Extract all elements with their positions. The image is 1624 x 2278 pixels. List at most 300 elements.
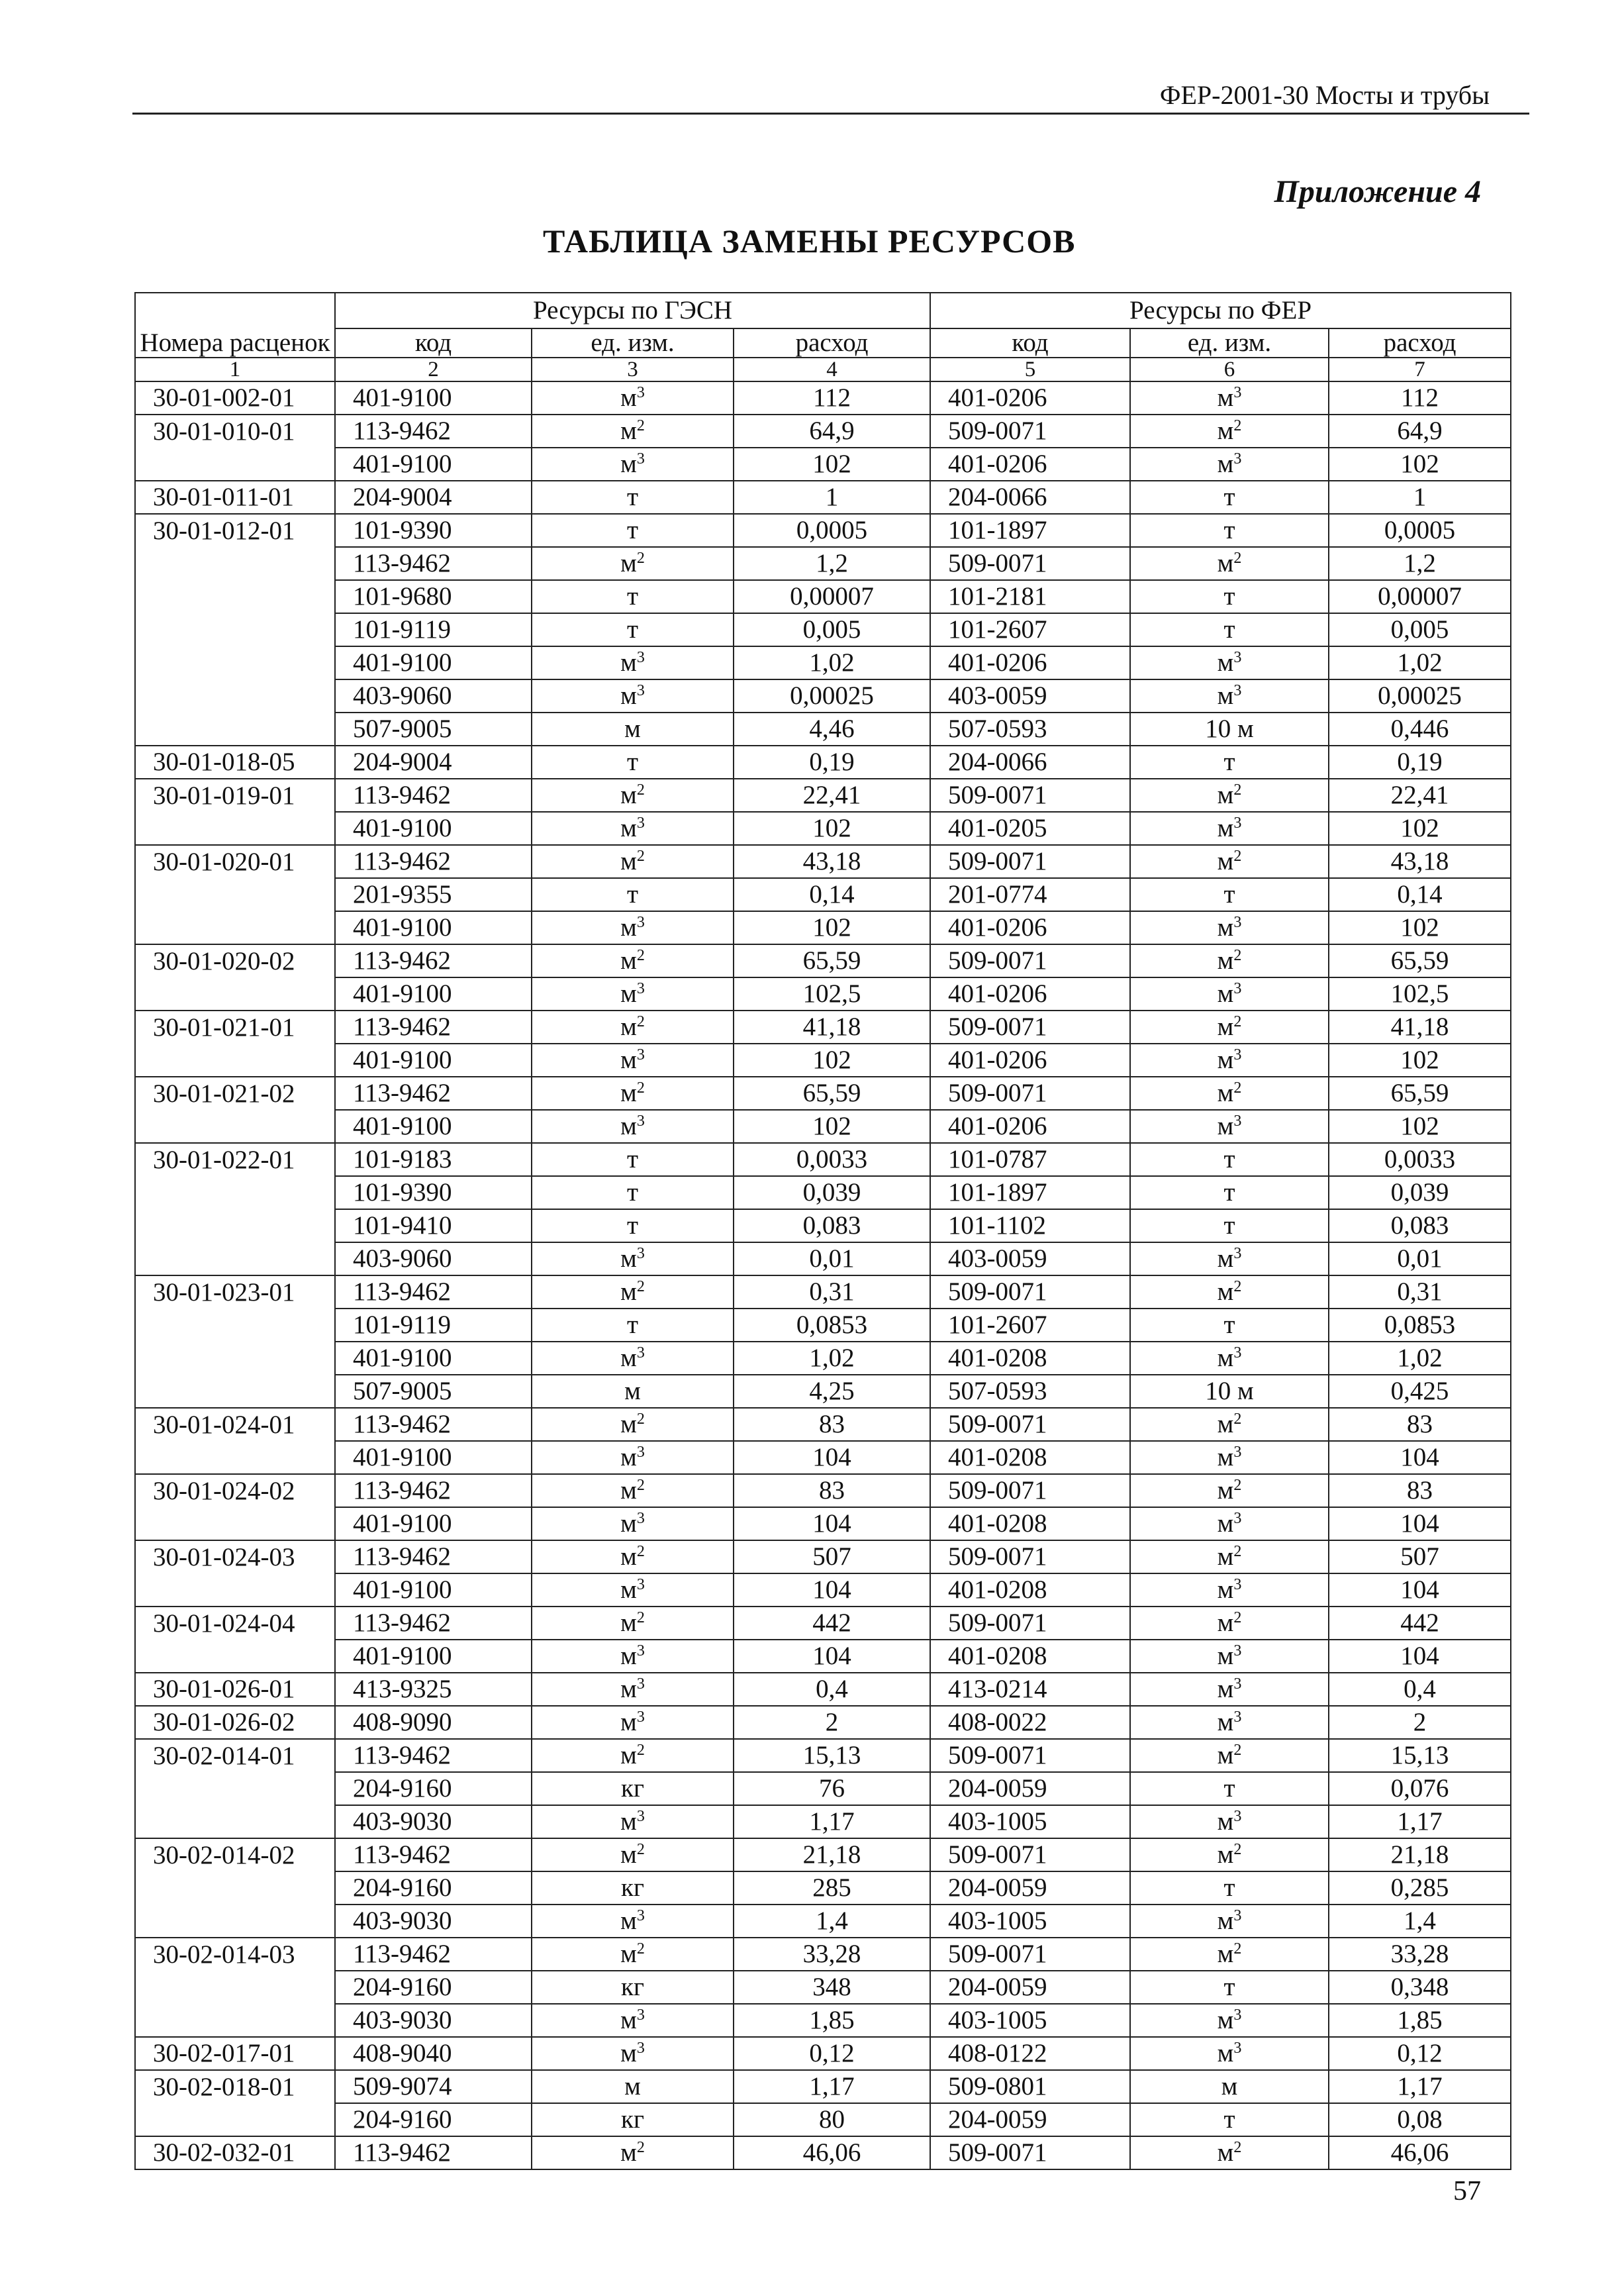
gesn-unit: $м^2$ bbox=[532, 944, 734, 977]
fer-unit: т bbox=[1130, 1772, 1329, 1805]
unit-exponent: 2 bbox=[636, 848, 645, 865]
rate-number bbox=[135, 713, 335, 746]
gesn-code: 113-9462 bbox=[335, 1077, 532, 1110]
gesn-qty: 1,02 bbox=[734, 646, 930, 679]
fer-code: 204-0066 bbox=[930, 746, 1130, 779]
gesn-code: 403-9030 bbox=[335, 2004, 532, 2037]
gesn-qty: 1 bbox=[734, 481, 930, 514]
gesn-qty: 21,18 bbox=[734, 1838, 930, 1871]
rate-number: 30-01-024-03 bbox=[135, 1540, 335, 1573]
fer-code: 204-0059 bbox=[930, 1971, 1130, 2004]
fer-unit: $м^3$ bbox=[1130, 1110, 1329, 1143]
table-row bbox=[135, 1871, 1511, 1905]
gesn-code: 401-9100 bbox=[335, 381, 532, 415]
gesn-code: 204-9160 bbox=[335, 1772, 532, 1805]
gesn-code: 401-9100 bbox=[335, 448, 532, 481]
gesn-qty: 0,4 bbox=[734, 1673, 930, 1706]
fer-code: 401-0206 bbox=[930, 646, 1130, 679]
unit-exponent: 3 bbox=[1233, 1444, 1242, 1461]
fer-unit: 10 м bbox=[1130, 1375, 1329, 1408]
fer-qty: 102 bbox=[1329, 1044, 1511, 1077]
gesn-code: 113-9462 bbox=[335, 1838, 532, 1871]
gesn-code: 401-9100 bbox=[335, 646, 532, 679]
fer-code: 509-0801 bbox=[930, 2070, 1130, 2103]
rate-number bbox=[135, 679, 335, 713]
rate-number: 30-02-014-02 bbox=[135, 1838, 335, 1871]
gesn-unit: $м^3$ bbox=[532, 1110, 734, 1143]
rate-number: 30-01-020-01 bbox=[135, 845, 335, 878]
table-row bbox=[135, 580, 1511, 613]
fer-qty: 102 bbox=[1329, 1110, 1511, 1143]
table-row bbox=[135, 977, 1511, 1011]
gesn-code: 113-9462 bbox=[335, 1011, 532, 1044]
unit-exponent: 2 bbox=[1233, 1013, 1242, 1030]
gesn-unit: $м^2$ bbox=[532, 1275, 734, 1309]
gesn-unit: т bbox=[532, 514, 734, 547]
fer-qty: 0,31 bbox=[1329, 1275, 1511, 1309]
unit-exponent: 2 bbox=[636, 1841, 645, 1858]
fer-code: 403-1005 bbox=[930, 2004, 1130, 2037]
fer-qty: 41,18 bbox=[1329, 1011, 1511, 1044]
fer-unit: т bbox=[1130, 514, 1329, 547]
fer-unit: т bbox=[1130, 1176, 1329, 1209]
fer-qty: 15,13 bbox=[1329, 1739, 1511, 1772]
gesn-qty: 104 bbox=[734, 1573, 930, 1607]
gesn-qty: 507 bbox=[734, 1540, 930, 1573]
gesn-code: 113-9462 bbox=[335, 1607, 532, 1640]
gesn-qty: 80 bbox=[734, 2103, 930, 2136]
unit-exponent: 2 bbox=[1233, 417, 1242, 434]
fer-code: 408-0122 bbox=[930, 2037, 1130, 2070]
col-num-6: 6 bbox=[1130, 358, 1329, 381]
fer-qty: 0,005 bbox=[1329, 613, 1511, 646]
rate-number: 30-01-012-01 bbox=[135, 514, 335, 547]
table-row bbox=[135, 1408, 1511, 1441]
fer-qty: 104 bbox=[1329, 1573, 1511, 1607]
rate-number: 30-01-010-01 bbox=[135, 415, 335, 448]
unit-exponent: 2 bbox=[1233, 1477, 1242, 1494]
fer-unit: т bbox=[1130, 878, 1329, 911]
col-num-2: 2 bbox=[335, 358, 532, 381]
table-row bbox=[135, 1275, 1511, 1309]
gesn-code: 113-9462 bbox=[335, 845, 532, 878]
gesn-unit: т bbox=[532, 746, 734, 779]
unit-exponent: 2 bbox=[1233, 1841, 1242, 1858]
unit-exponent: 3 bbox=[1233, 1642, 1242, 1659]
gesn-unit: т bbox=[532, 878, 734, 911]
fer-qty: 0,4 bbox=[1329, 1673, 1511, 1706]
rate-number: 30-01-011-01 bbox=[135, 481, 335, 514]
unit-exponent: 3 bbox=[636, 914, 645, 931]
fer-unit: т bbox=[1130, 746, 1329, 779]
unit-exponent: 3 bbox=[636, 1344, 645, 1362]
table-title: ТАБЛИЦА ЗАМЕНЫ РЕСУРСОВ bbox=[543, 223, 1076, 260]
gesn-unit: $м^3$ bbox=[532, 2004, 734, 2037]
gesn-unit: $м^3$ bbox=[532, 812, 734, 845]
fer-unit: $м^3$ bbox=[1130, 1573, 1329, 1607]
rate-number bbox=[135, 2004, 335, 2037]
rate-number bbox=[135, 1044, 335, 1077]
gesn-unit: $м^3$ bbox=[532, 448, 734, 481]
unit-exponent: 3 bbox=[636, 1444, 645, 1461]
fer-qty: 21,18 bbox=[1329, 1838, 1511, 1871]
unit-exponent: 3 bbox=[636, 1708, 645, 1726]
gesn-qty: 0,01 bbox=[734, 1242, 930, 1275]
unit-exponent: 3 bbox=[636, 1113, 645, 1130]
gesn-code: 408-9040 bbox=[335, 2037, 532, 2070]
gesn-qty: 76 bbox=[734, 1772, 930, 1805]
fer-qty: 0,01 bbox=[1329, 1242, 1511, 1275]
fer-qty: 0,14 bbox=[1329, 878, 1511, 911]
gesn-qty: 43,18 bbox=[734, 845, 930, 878]
gesn-code: 113-9462 bbox=[335, 1474, 532, 1507]
header-row-groups bbox=[135, 293, 1511, 328]
fer-qty: 112 bbox=[1329, 381, 1511, 415]
fer-qty: 0,348 bbox=[1329, 1971, 1511, 2004]
gesn-qty: 0,14 bbox=[734, 878, 930, 911]
gesn-code: 507-9005 bbox=[335, 713, 532, 746]
header-title: ФЕР-2001-30 Мосты и трубы bbox=[1159, 80, 1490, 110]
fer-code: 204-0059 bbox=[930, 1772, 1130, 1805]
gesn-code: 408-9090 bbox=[335, 1706, 532, 1739]
fer-code: 401-0206 bbox=[930, 977, 1130, 1011]
fer-unit: т bbox=[1130, 580, 1329, 613]
rate-number: 30-02-014-03 bbox=[135, 1938, 335, 1971]
fer-code: 509-0071 bbox=[930, 2136, 1130, 2169]
fer-code: 401-0208 bbox=[930, 1342, 1130, 1375]
rate-number bbox=[135, 812, 335, 845]
rate-number: 30-02-017-01 bbox=[135, 2037, 335, 2070]
fer-code: 101-2607 bbox=[930, 613, 1130, 646]
gesn-code: 204-9160 bbox=[335, 2103, 532, 2136]
rate-number: 30-01-026-02 bbox=[135, 1706, 335, 1739]
gesn-code: 101-9410 bbox=[335, 1209, 532, 1242]
gesn-code: 113-9462 bbox=[335, 1739, 532, 1772]
table-row bbox=[135, 746, 1511, 779]
fer-qty: 1,85 bbox=[1329, 2004, 1511, 2037]
table-row bbox=[135, 1209, 1511, 1242]
gesn-unit: м bbox=[532, 1375, 734, 1408]
gesn-code: 101-9390 bbox=[335, 1176, 532, 1209]
gesn-unit: $м^3$ bbox=[532, 1342, 734, 1375]
gesn-qty: 1,4 bbox=[734, 1905, 930, 1938]
page-header bbox=[132, 74, 1529, 115]
unit-exponent: 2 bbox=[1233, 1411, 1242, 1428]
fer-unit: $м^2$ bbox=[1130, 1607, 1329, 1640]
rate-number bbox=[135, 977, 335, 1011]
gesn-unit: $м^2$ bbox=[532, 1938, 734, 1971]
table-row bbox=[135, 646, 1511, 679]
gesn-qty: 46,06 bbox=[734, 2136, 930, 2169]
gesn-qty: 102,5 bbox=[734, 977, 930, 1011]
table-row bbox=[135, 1706, 1511, 1739]
gesn-qty: 285 bbox=[734, 1871, 930, 1905]
unit-exponent: 3 bbox=[1233, 2006, 1242, 2024]
gesn-qty: 0,0005 bbox=[734, 514, 930, 547]
gesn-unit: $м^2$ bbox=[532, 779, 734, 812]
fer-qty: 104 bbox=[1329, 1507, 1511, 1540]
rate-number bbox=[135, 2103, 335, 2136]
fer-unit: т bbox=[1130, 1209, 1329, 1242]
rate-number bbox=[135, 1375, 335, 1408]
header-gesn-code: код bbox=[335, 328, 532, 358]
header-row-columns bbox=[135, 328, 1511, 358]
fer-qty: 1,17 bbox=[1329, 2070, 1511, 2103]
fer-code: 101-2607 bbox=[930, 1309, 1130, 1342]
fer-code: 509-0071 bbox=[930, 779, 1130, 812]
col-num-1: 1 bbox=[135, 358, 335, 381]
unit-exponent: 2 bbox=[636, 417, 645, 434]
table-row bbox=[135, 1805, 1511, 1838]
fer-code: 204-0059 bbox=[930, 1871, 1130, 1905]
table-row bbox=[135, 1772, 1511, 1805]
table-row bbox=[135, 2103, 1511, 2136]
gesn-qty: 102 bbox=[734, 448, 930, 481]
fer-code: 101-0787 bbox=[930, 1143, 1130, 1176]
rate-number: 30-01-022-01 bbox=[135, 1143, 335, 1176]
unit-exponent: 3 bbox=[636, 649, 645, 666]
fer-unit: 10 м bbox=[1130, 713, 1329, 746]
fer-qty: 1,02 bbox=[1329, 646, 1511, 679]
table-row bbox=[135, 415, 1511, 448]
fer-code: 509-0071 bbox=[930, 1011, 1130, 1044]
unit-exponent: 2 bbox=[636, 550, 645, 567]
fer-qty: 1,17 bbox=[1329, 1805, 1511, 1838]
fer-qty: 2 bbox=[1329, 1706, 1511, 1739]
table-row bbox=[135, 1607, 1511, 1640]
gesn-code: 401-9100 bbox=[335, 1640, 532, 1673]
gesn-code: 101-9183 bbox=[335, 1143, 532, 1176]
unit-exponent: 2 bbox=[636, 1013, 645, 1030]
rate-number: 30-01-018-05 bbox=[135, 746, 335, 779]
col-num-7: 7 bbox=[1329, 358, 1511, 381]
gesn-qty: 4,46 bbox=[734, 713, 930, 746]
fer-unit: $м^3$ bbox=[1130, 1640, 1329, 1673]
unit-exponent: 3 bbox=[1233, 450, 1242, 468]
gesn-code: 113-9462 bbox=[335, 1938, 532, 1971]
fer-qty: 0,0853 bbox=[1329, 1309, 1511, 1342]
unit-exponent: 2 bbox=[636, 1742, 645, 1759]
rate-number: 30-02-018-01 bbox=[135, 2070, 335, 2103]
gesn-unit: $м^2$ bbox=[532, 1408, 734, 1441]
gesn-qty: 1,85 bbox=[734, 2004, 930, 2037]
fer-unit: $м^3$ bbox=[1130, 1706, 1329, 1739]
table-row bbox=[135, 812, 1511, 845]
rate-number bbox=[135, 1971, 335, 2004]
fer-qty: 46,06 bbox=[1329, 2136, 1511, 2169]
fer-code: 401-0206 bbox=[930, 381, 1130, 415]
col-num-4: 4 bbox=[734, 358, 930, 381]
header-gesn-unit: ед. изм. bbox=[532, 328, 734, 358]
fer-unit: $м^3$ bbox=[1130, 1342, 1329, 1375]
gesn-unit: $м^3$ bbox=[532, 679, 734, 713]
fer-qty: 507 bbox=[1329, 1540, 1511, 1573]
rate-number bbox=[135, 1772, 335, 1805]
gesn-unit: $м^2$ bbox=[532, 1739, 734, 1772]
gesn-unit: т bbox=[532, 1309, 734, 1342]
unit-exponent: 3 bbox=[636, 815, 645, 832]
fer-code: 401-0206 bbox=[930, 1044, 1130, 1077]
fer-code: 401-0206 bbox=[930, 911, 1130, 944]
fer-unit: $м^2$ bbox=[1130, 944, 1329, 977]
fer-code: 101-1897 bbox=[930, 514, 1130, 547]
table-row bbox=[135, 679, 1511, 713]
rate-number bbox=[135, 1176, 335, 1209]
gesn-unit: $м^3$ bbox=[532, 911, 734, 944]
fer-qty: 22,41 bbox=[1329, 779, 1511, 812]
fer-unit: $м^3$ bbox=[1130, 1905, 1329, 1938]
unit-exponent: 3 bbox=[1233, 384, 1242, 401]
rate-number: 30-01-024-01 bbox=[135, 1408, 335, 1441]
table-row bbox=[135, 2070, 1511, 2103]
table-row bbox=[135, 1044, 1511, 1077]
fer-code: 201-0774 bbox=[930, 878, 1130, 911]
col-num-5: 5 bbox=[930, 358, 1130, 381]
fer-qty: 0,425 bbox=[1329, 1375, 1511, 1408]
table-row bbox=[135, 1143, 1511, 1176]
fer-unit: $м^3$ bbox=[1130, 646, 1329, 679]
unit-exponent: 3 bbox=[636, 682, 645, 699]
fer-unit: $м^3$ bbox=[1130, 1507, 1329, 1540]
rate-number: 30-01-021-02 bbox=[135, 1077, 335, 1110]
gesn-code: 401-9100 bbox=[335, 1044, 532, 1077]
unit-exponent: 3 bbox=[636, 1675, 645, 1693]
gesn-code: 113-9462 bbox=[335, 1275, 532, 1309]
gesn-unit: $м^3$ bbox=[532, 1905, 734, 1938]
gesn-code: 113-9462 bbox=[335, 547, 532, 580]
gesn-unit: т bbox=[532, 481, 734, 514]
unit-exponent: 3 bbox=[1233, 815, 1242, 832]
rate-number: 30-01-002-01 bbox=[135, 381, 335, 415]
unit-exponent: 2 bbox=[1233, 848, 1242, 865]
gesn-code: 113-9462 bbox=[335, 779, 532, 812]
fer-unit: $м^2$ bbox=[1130, 1838, 1329, 1871]
rate-number bbox=[135, 646, 335, 679]
rate-number bbox=[135, 1342, 335, 1375]
fer-unit: $м^2$ bbox=[1130, 2136, 1329, 2169]
table-row bbox=[135, 547, 1511, 580]
gesn-unit: $м^3$ bbox=[532, 977, 734, 1011]
fer-unit: $м^3$ bbox=[1130, 2037, 1329, 2070]
gesn-qty: 0,0853 bbox=[734, 1309, 930, 1342]
fer-unit: $м^2$ bbox=[1130, 1540, 1329, 1573]
gesn-qty: 442 bbox=[734, 1607, 930, 1640]
rate-number: 30-01-024-04 bbox=[135, 1607, 335, 1640]
table-row bbox=[135, 1507, 1511, 1540]
fer-unit: $м^3$ bbox=[1130, 1805, 1329, 1838]
rate-number: 30-01-021-01 bbox=[135, 1011, 335, 1044]
header-gesn: Ресурсы по ГЭСН bbox=[335, 293, 930, 328]
gesn-qty: 0,005 bbox=[734, 613, 930, 646]
unit-exponent: 2 bbox=[636, 1477, 645, 1494]
unit-exponent: 3 bbox=[636, 1642, 645, 1659]
table-row bbox=[135, 944, 1511, 977]
fer-code: 403-1005 bbox=[930, 1805, 1130, 1838]
unit-exponent: 2 bbox=[636, 1278, 645, 1295]
resource-replacement-table bbox=[134, 292, 1511, 2170]
table-row bbox=[135, 1011, 1511, 1044]
unit-exponent: 3 bbox=[1233, 1510, 1242, 1527]
unit-exponent: 2 bbox=[1233, 1543, 1242, 1560]
fer-unit: $м^3$ bbox=[1130, 448, 1329, 481]
rate-number: 30-01-024-02 bbox=[135, 1474, 335, 1507]
unit-exponent: 3 bbox=[1233, 682, 1242, 699]
fer-unit: $м^2$ bbox=[1130, 779, 1329, 812]
gesn-code: 101-9390 bbox=[335, 514, 532, 547]
gesn-qty: 348 bbox=[734, 1971, 930, 2004]
fer-code: 204-0066 bbox=[930, 481, 1130, 514]
gesn-unit: $м^2$ bbox=[532, 547, 734, 580]
fer-unit: $м^3$ bbox=[1130, 381, 1329, 415]
fer-qty: 83 bbox=[1329, 1408, 1511, 1441]
gesn-code: 507-9005 bbox=[335, 1375, 532, 1408]
gesn-qty: 102 bbox=[734, 911, 930, 944]
rate-number bbox=[135, 1573, 335, 1607]
gesn-code: 204-9004 bbox=[335, 481, 532, 514]
rate-number bbox=[135, 1507, 335, 1540]
header-rates: Номера расценок bbox=[135, 328, 335, 358]
unit-exponent: 2 bbox=[1233, 781, 1242, 799]
unit-exponent: 2 bbox=[1233, 550, 1242, 567]
rate-number bbox=[135, 448, 335, 481]
table-row bbox=[135, 1309, 1511, 1342]
table-row bbox=[135, 2136, 1511, 2169]
fer-qty: 65,59 bbox=[1329, 1077, 1511, 1110]
rate-number bbox=[135, 580, 335, 613]
rate-number: 30-01-023-01 bbox=[135, 1275, 335, 1309]
unit-exponent: 3 bbox=[1233, 1113, 1242, 1130]
table-row bbox=[135, 1971, 1511, 2004]
unit-exponent: 2 bbox=[636, 947, 645, 964]
fer-qty: 43,18 bbox=[1329, 845, 1511, 878]
gesn-qty: 1,17 bbox=[734, 1805, 930, 1838]
gesn-code: 401-9100 bbox=[335, 911, 532, 944]
gesn-unit: $м^2$ bbox=[532, 1011, 734, 1044]
rate-number bbox=[135, 1905, 335, 1938]
fer-code: 509-0071 bbox=[930, 1838, 1130, 1871]
gesn-code: 101-9680 bbox=[335, 580, 532, 613]
gesn-unit: кг bbox=[532, 1772, 734, 1805]
gesn-qty: 0,00007 bbox=[734, 580, 930, 613]
unit-exponent: 2 bbox=[1233, 947, 1242, 964]
table-row bbox=[135, 1640, 1511, 1673]
fer-qty: 1 bbox=[1329, 481, 1511, 514]
gesn-qty: 83 bbox=[734, 1408, 930, 1441]
rate-number: 30-01-026-01 bbox=[135, 1673, 335, 1706]
rate-number bbox=[135, 1805, 335, 1838]
rate-number bbox=[135, 1871, 335, 1905]
unit-exponent: 3 bbox=[1233, 2040, 1242, 2057]
gesn-qty: 33,28 bbox=[734, 1938, 930, 1971]
fer-unit: $м^3$ bbox=[1130, 911, 1329, 944]
unit-exponent: 3 bbox=[1233, 1708, 1242, 1726]
gesn-qty: 0,039 bbox=[734, 1176, 930, 1209]
fer-unit: $м^2$ bbox=[1130, 845, 1329, 878]
page-number: 57 bbox=[1453, 2176, 1481, 2206]
gesn-qty: 112 bbox=[734, 381, 930, 415]
unit-exponent: 3 bbox=[636, 1046, 645, 1064]
unit-exponent: 2 bbox=[636, 2139, 645, 2156]
header-row-numbers bbox=[135, 358, 1511, 381]
fer-code: 509-0071 bbox=[930, 845, 1130, 878]
fer-unit: $м^3$ bbox=[1130, 1242, 1329, 1275]
col-num-3: 3 bbox=[532, 358, 734, 381]
fer-qty: 104 bbox=[1329, 1640, 1511, 1673]
gesn-unit: кг bbox=[532, 1971, 734, 2004]
table-row bbox=[135, 2004, 1511, 2037]
gesn-unit: т bbox=[532, 613, 734, 646]
fer-code: 509-0071 bbox=[930, 1938, 1130, 1971]
